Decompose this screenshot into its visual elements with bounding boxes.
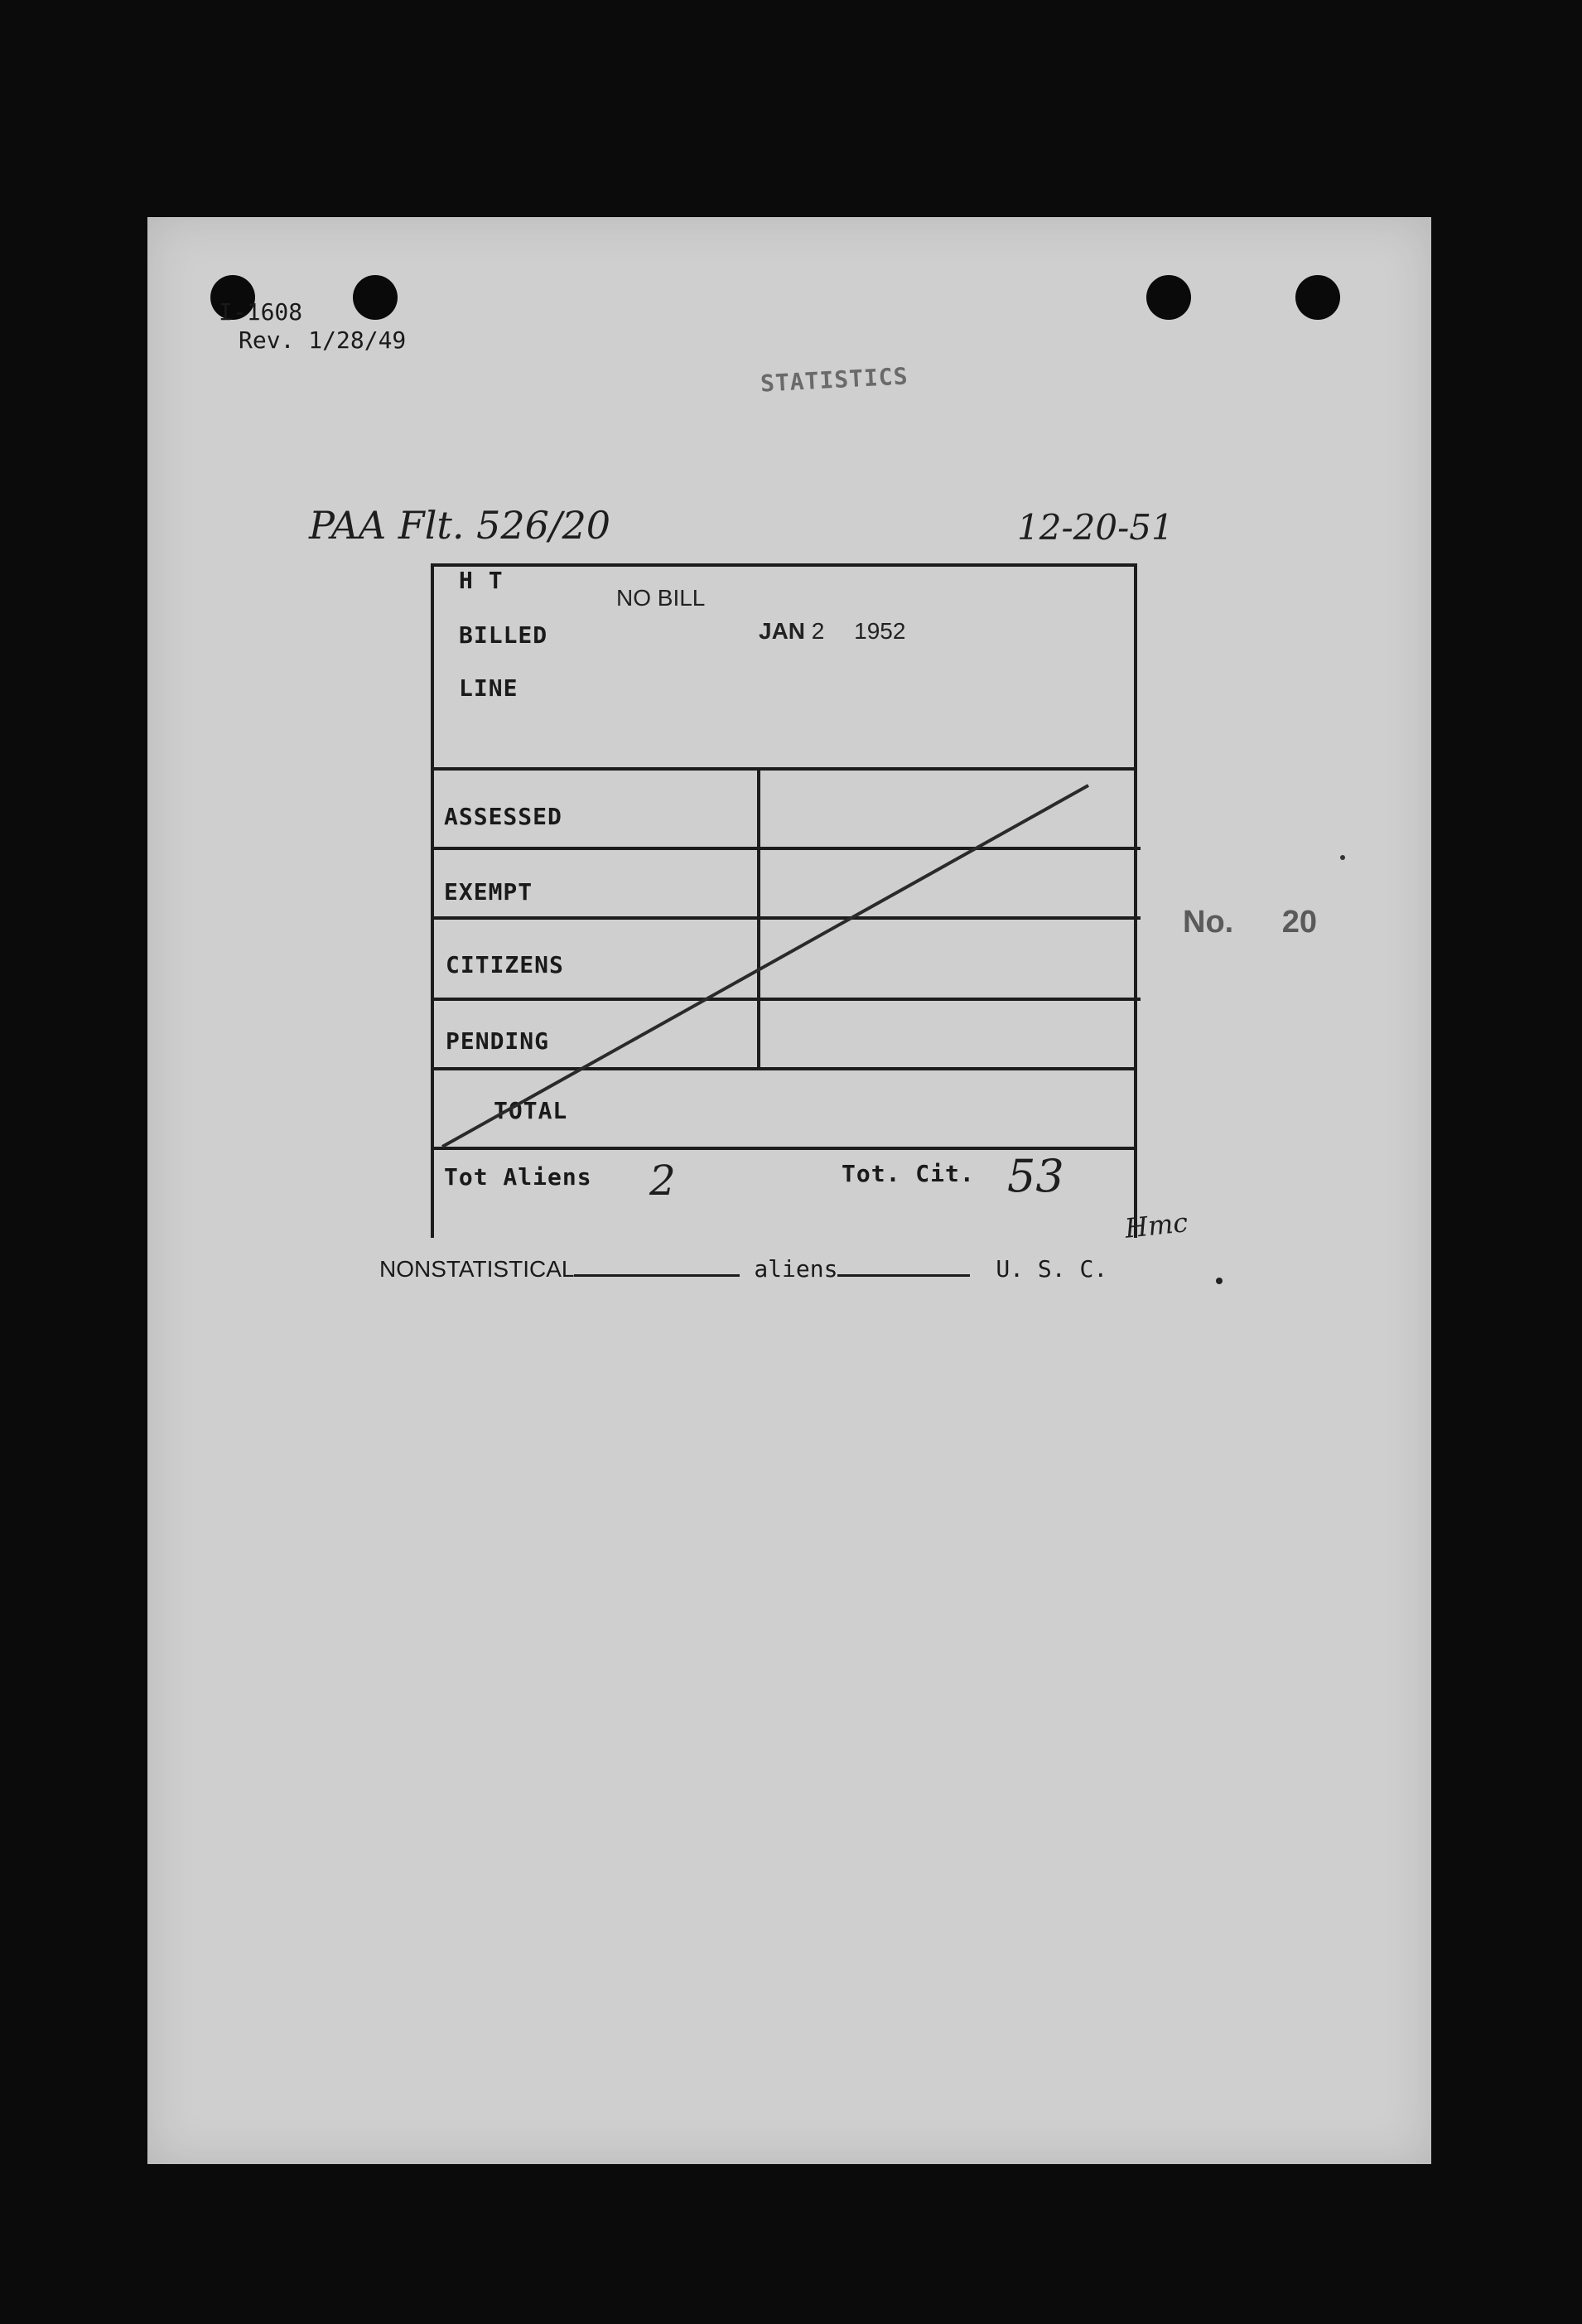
usc-label: U. S. C.: [996, 1255, 1108, 1283]
date-stamp-year: 1952: [854, 618, 906, 644]
punch-hole-icon: [353, 275, 398, 320]
billed-label: BILLED: [459, 621, 548, 649]
aliens-blank: [837, 1253, 970, 1277]
statistics-stamp: STATISTICS: [760, 362, 909, 398]
ink-speck: [1340, 855, 1345, 860]
punch-hole-icon: [1295, 275, 1340, 320]
line-label: LINE: [459, 674, 518, 702]
handwritten-flight: PAA Flt. 526/20: [309, 503, 610, 548]
tot-aliens-value: 2: [649, 1157, 676, 1205]
assessed-label: ASSESSED: [444, 803, 562, 830]
tot-cit-label: Tot. Cit.: [842, 1160, 975, 1187]
exempt-label: EXEMPT: [444, 878, 533, 906]
document-sheet: [147, 217, 1431, 2164]
tot-cit-value: 53: [1007, 1150, 1064, 1202]
statistical-label: STATISTICAL: [431, 1256, 575, 1282]
nonstatistical-line: [379, 1253, 1107, 1283]
pending-label: PENDING: [446, 1027, 550, 1055]
handwritten-date: 12-20-51: [1017, 507, 1174, 548]
non-label: NON: [379, 1256, 432, 1282]
ht-label: H T: [459, 567, 504, 594]
total-label: TOTAL: [494, 1097, 568, 1124]
citizens-label: CITIZENS: [446, 951, 564, 978]
tot-aliens-label: Tot Aliens: [444, 1163, 592, 1191]
side-stamp-value: 20: [1281, 905, 1318, 940]
aliens-label: aliens: [754, 1255, 838, 1283]
diagonal-strike-line: [434, 567, 1134, 1238]
punch-hole-icon: [1146, 275, 1191, 320]
handwritten-initials: Hmc: [1123, 1206, 1189, 1244]
manifest-form-box: [431, 563, 1137, 1238]
nonstatistical-blank: [574, 1253, 740, 1277]
date-stamp-day: 2: [811, 618, 825, 644]
side-stamp-prefix: No.: [1183, 905, 1234, 940]
ink-speck: [1216, 1278, 1223, 1284]
side-number-stamp: [1183, 905, 1317, 940]
no-bill-stamp: NO BILL: [616, 585, 706, 611]
date-stamp-month: JAN: [759, 618, 806, 644]
form-number: I-1608: [219, 298, 303, 326]
form-revision: Rev. 1/28/49: [239, 326, 407, 354]
